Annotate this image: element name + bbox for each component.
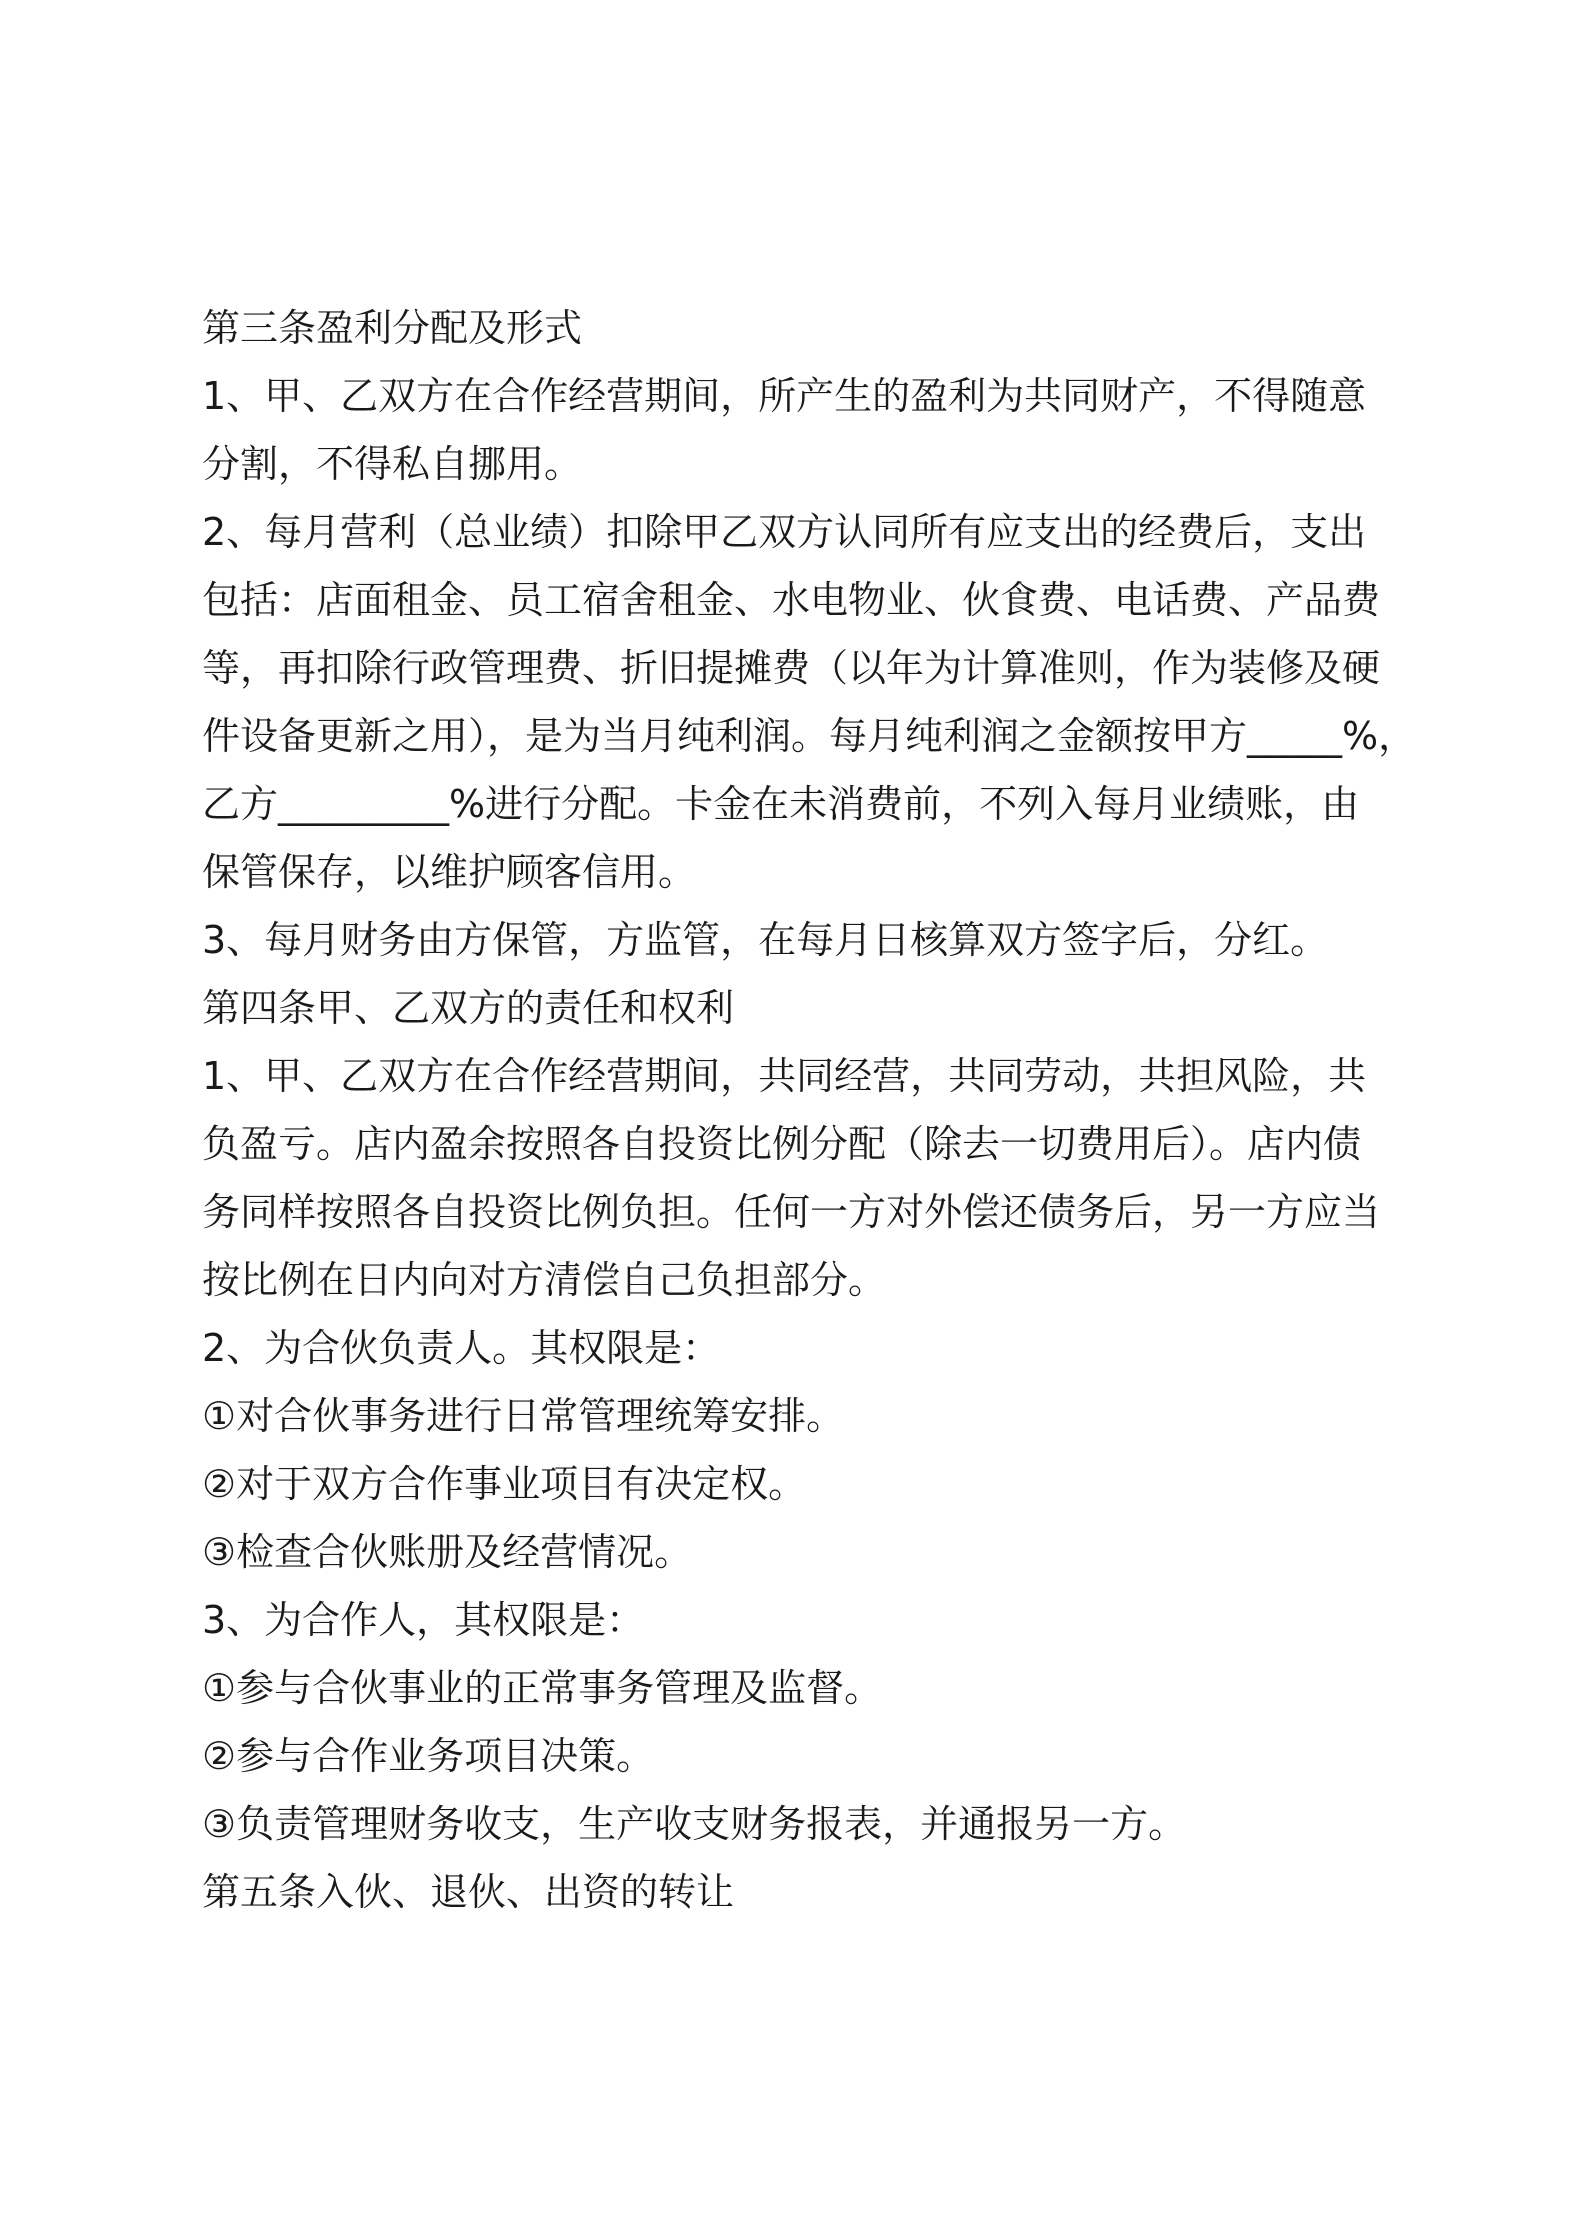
paragraph-line: 2、为合伙负责人。其权限是： (202, 1326, 721, 1370)
paragraph-line: 2、每月营利（总业绩）扣除甲乙双方认同所有应支出的经费后，支出 (202, 510, 1367, 554)
paragraph-line: 乙方_________%进行分配。卡金在未消费前，不列入每月业绩账，由 (202, 782, 1360, 826)
paragraph-line: 等，再扣除行政管理费、折旧提摊费（以年为计算准则，作为装修及硬 (202, 646, 1381, 690)
paragraph-line: 1、甲、乙双方在合作经营期间，共同经营，共同劳动，共担风险，共 (202, 1054, 1367, 1098)
list-item: ②对于双方合作事业项目有决定权。 (202, 1462, 807, 1506)
list-item: ③检查合伙账册及经营情况。 (202, 1530, 693, 1574)
paragraph-line: 按比例在日内向对方清偿自己负担部分。 (202, 1258, 887, 1302)
paragraph-line: 3、每月财务由方保管，方监管，在每月日核算双方签字后，分红。 (202, 918, 1329, 962)
section-heading-5: 第五条入伙、退伙、出资的转让 (202, 1870, 735, 1914)
section-heading-3: 第三条盈利分配及形式 (202, 306, 583, 350)
list-item: ①对合伙事务进行日常管理统筹安排。 (202, 1394, 845, 1438)
section-heading-4: 第四条甲、乙双方的责任和权利 (202, 986, 735, 1030)
document-body (202, 294, 1417, 1926)
paragraph-line: 务同样按照各自投资比例负担。任何一方对外偿还债务后，另一方应当 (202, 1190, 1381, 1234)
paragraph-line: 件设备更新之用），是为当月纯利润。每月纯利润之金额按甲方_____%， (202, 714, 1417, 758)
list-item: ②参与合作业务项目决策。 (202, 1734, 655, 1778)
list-item: ③负责管理财务收支，生产收支财务报表，并通报另一方。 (202, 1802, 1187, 1846)
paragraph-line: 分割，不得私自挪用。 (202, 442, 583, 486)
paragraph-line: 保管保存，以维护顾客信用。 (202, 850, 697, 894)
list-item: ①参与合伙事业的正常事务管理及监督。 (202, 1666, 883, 1710)
paragraph-line: 负盈亏。店内盈余按照各自投资比例分配（除去一切费用后）。店内债 (202, 1122, 1362, 1166)
paragraph-line: 包括：店面租金、员工宿舍租金、水电物业、伙食费、电话费、产品费 (202, 578, 1381, 622)
paragraph-line: 3、为合作人，其权限是： (202, 1598, 645, 1642)
paragraph-line: 1、甲、乙双方在合作经营期间，所产生的盈利为共同财产，不得随意 (202, 374, 1367, 418)
